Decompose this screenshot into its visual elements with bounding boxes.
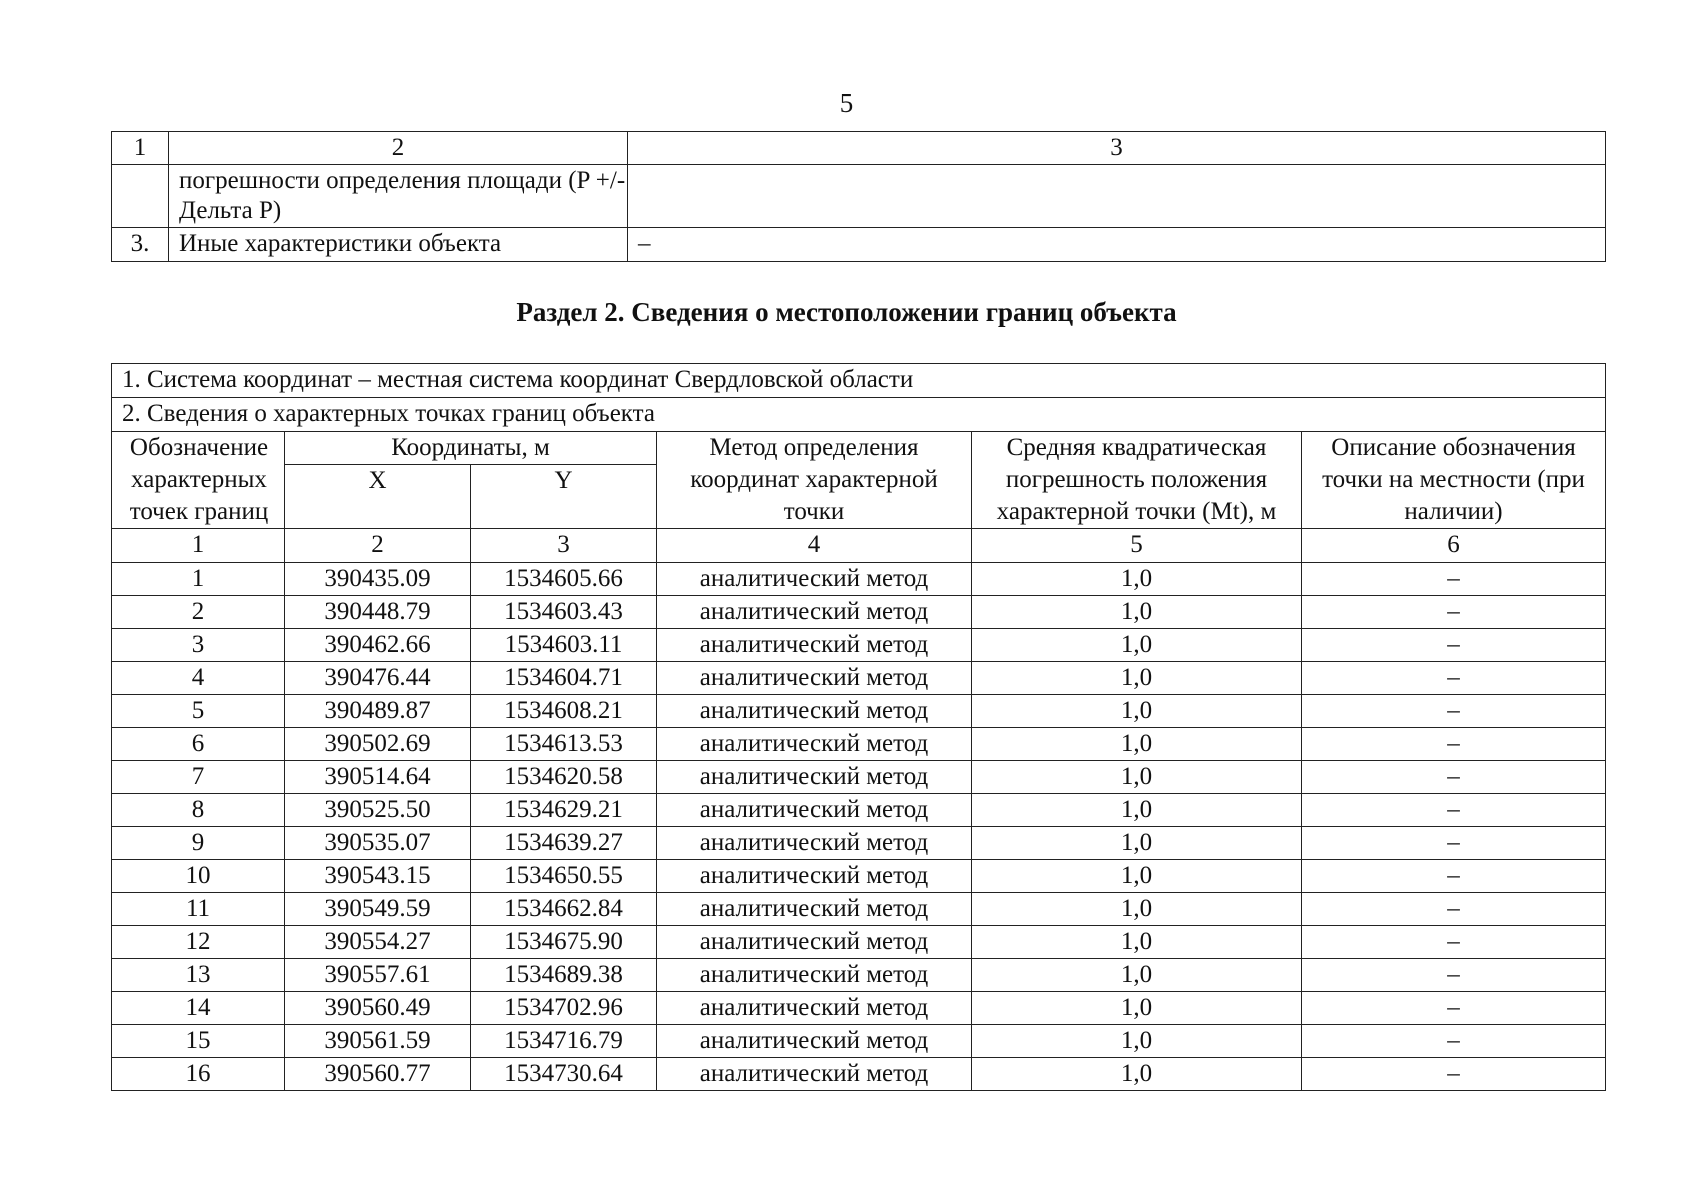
header-cell: 1 xyxy=(112,132,169,165)
point-number-cell: 4 xyxy=(112,662,285,695)
error-header: Средняя квадратическая погрешность положения характерной точки (Mt), м xyxy=(972,432,1302,529)
description-cell: – xyxy=(1302,695,1606,728)
column-number: 2 xyxy=(285,529,471,563)
table-row xyxy=(112,827,1606,860)
description-cell: – xyxy=(1302,893,1606,926)
table-row xyxy=(112,1058,1606,1091)
error-cell: 1,0 xyxy=(972,563,1302,596)
method-cell: аналитический метод xyxy=(657,794,972,827)
x-coordinate-cell: 390476.44 xyxy=(285,662,471,695)
coordinate-system-row xyxy=(112,364,1606,398)
points-body xyxy=(112,563,1606,1091)
error-cell: 1,0 xyxy=(972,695,1302,728)
x-header: X xyxy=(285,465,471,529)
point-number-cell: 13 xyxy=(112,959,285,992)
point-number-cell: 8 xyxy=(112,794,285,827)
x-coordinate-cell: 390560.77 xyxy=(285,1058,471,1091)
row-value xyxy=(628,165,1606,228)
error-cell: 1,0 xyxy=(972,728,1302,761)
y-coordinate-cell: 1534662.84 xyxy=(471,893,657,926)
method-cell: аналитический метод xyxy=(657,1025,972,1058)
method-cell: аналитический метод xyxy=(657,827,972,860)
y-coordinate-cell: 1534620.58 xyxy=(471,761,657,794)
table-row xyxy=(112,728,1606,761)
description-cell: – xyxy=(1302,794,1606,827)
method-cell: аналитический метод xyxy=(657,992,972,1025)
description-cell: – xyxy=(1302,761,1606,794)
x-coordinate-cell: 390535.07 xyxy=(285,827,471,860)
column-number: 4 xyxy=(657,529,972,563)
table-row xyxy=(112,893,1606,926)
description-cell: – xyxy=(1302,662,1606,695)
row-value: – xyxy=(628,228,1606,262)
designation-header: Обозначение характерных точек границ xyxy=(112,432,285,529)
method-cell: аналитический метод xyxy=(657,695,972,728)
table-row xyxy=(112,959,1606,992)
description-cell: – xyxy=(1302,860,1606,893)
error-cell: 1,0 xyxy=(972,1058,1302,1091)
description-cell: – xyxy=(1302,959,1606,992)
column-number: 1 xyxy=(112,529,285,563)
error-cell: 1,0 xyxy=(972,926,1302,959)
x-coordinate-cell: 390489.87 xyxy=(285,695,471,728)
method-cell: аналитический метод xyxy=(657,893,972,926)
point-number-cell: 3 xyxy=(112,629,285,662)
y-coordinate-cell: 1534650.55 xyxy=(471,860,657,893)
table-row xyxy=(112,165,1606,228)
method-header: Метод определения координат характерной точки xyxy=(657,432,972,529)
points-info-row xyxy=(112,398,1606,432)
column-number: 5 xyxy=(972,529,1302,563)
x-coordinate-cell: 390549.59 xyxy=(285,893,471,926)
point-number-cell: 11 xyxy=(112,893,285,926)
characteristics-table xyxy=(111,131,1606,262)
x-coordinate-cell: 390502.69 xyxy=(285,728,471,761)
method-cell: аналитический метод xyxy=(657,926,972,959)
point-number-cell: 7 xyxy=(112,761,285,794)
description-cell: – xyxy=(1302,1025,1606,1058)
y-header: Y xyxy=(471,465,657,529)
description-cell: – xyxy=(1302,1058,1606,1091)
error-cell: 1,0 xyxy=(972,629,1302,662)
x-coordinate-cell: 390435.09 xyxy=(285,563,471,596)
x-coordinate-cell: 390448.79 xyxy=(285,596,471,629)
point-number-cell: 2 xyxy=(112,596,285,629)
y-coordinate-cell: 1534730.64 xyxy=(471,1058,657,1091)
coordinate-system-text: 1. Система координат – местная система координат Свердловской области xyxy=(112,364,1606,398)
error-cell: 1,0 xyxy=(972,1025,1302,1058)
method-cell: аналитический метод xyxy=(657,563,972,596)
y-coordinate-cell: 1534613.53 xyxy=(471,728,657,761)
points-info-text: 2. Сведения о характерных точках границ объекта xyxy=(112,398,1606,432)
header-cell: 3 xyxy=(628,132,1606,165)
error-cell: 1,0 xyxy=(972,794,1302,827)
x-coordinate-cell: 390462.66 xyxy=(285,629,471,662)
column-number: 6 xyxy=(1302,529,1606,563)
page-number: 5 xyxy=(839,88,854,118)
method-cell: аналитический метод xyxy=(657,1058,972,1091)
table-row xyxy=(112,629,1606,662)
point-number-cell: 9 xyxy=(112,827,285,860)
y-coordinate-cell: 1534605.66 xyxy=(471,563,657,596)
method-cell: аналитический метод xyxy=(657,596,972,629)
table-row xyxy=(112,662,1606,695)
x-coordinate-cell: 390560.49 xyxy=(285,992,471,1025)
error-cell: 1,0 xyxy=(972,761,1302,794)
method-cell: аналитический метод xyxy=(657,728,972,761)
y-coordinate-cell: 1534608.21 xyxy=(471,695,657,728)
x-coordinate-cell: 390557.61 xyxy=(285,959,471,992)
table-row xyxy=(112,794,1606,827)
point-number-cell: 5 xyxy=(112,695,285,728)
table-header-row xyxy=(112,132,1606,165)
table-row xyxy=(112,992,1606,1025)
description-cell: – xyxy=(1302,563,1606,596)
row-name: Иные характеристики объекта xyxy=(169,228,628,262)
y-coordinate-cell: 1534675.90 xyxy=(471,926,657,959)
table-row xyxy=(112,926,1606,959)
description-header: Описание обозначения точки на местности (при наличии) xyxy=(1302,432,1606,529)
y-coordinate-cell: 1534604.71 xyxy=(471,662,657,695)
table-row xyxy=(112,1025,1606,1058)
point-number-cell: 14 xyxy=(112,992,285,1025)
table-row xyxy=(112,860,1606,893)
y-coordinate-cell: 1534716.79 xyxy=(471,1025,657,1058)
error-cell: 1,0 xyxy=(972,827,1302,860)
x-coordinate-cell: 390561.59 xyxy=(285,1025,471,1058)
error-cell: 1,0 xyxy=(972,860,1302,893)
error-cell: 1,0 xyxy=(972,959,1302,992)
y-coordinate-cell: 1534689.38 xyxy=(471,959,657,992)
header-row-top xyxy=(112,432,1606,465)
column-numbers-row xyxy=(112,529,1606,563)
method-cell: аналитический метод xyxy=(657,959,972,992)
point-number-cell: 15 xyxy=(112,1025,285,1058)
description-cell: – xyxy=(1302,926,1606,959)
method-cell: аналитический метод xyxy=(657,629,972,662)
error-cell: 1,0 xyxy=(972,893,1302,926)
description-cell: – xyxy=(1302,992,1606,1025)
y-coordinate-cell: 1534603.11 xyxy=(471,629,657,662)
method-cell: аналитический метод xyxy=(657,662,972,695)
column-number: 3 xyxy=(471,529,657,563)
row-number xyxy=(112,165,169,228)
point-number-cell: 10 xyxy=(112,860,285,893)
y-coordinate-cell: 1534629.21 xyxy=(471,794,657,827)
point-number-cell: 6 xyxy=(112,728,285,761)
section-title: Раздел 2. Сведения о местоположении границ объекта xyxy=(516,297,1177,327)
table-row xyxy=(112,695,1606,728)
table-row xyxy=(112,596,1606,629)
description-cell: – xyxy=(1302,596,1606,629)
description-cell: – xyxy=(1302,629,1606,662)
coordinates-header: Координаты, м xyxy=(285,432,657,465)
method-cell: аналитический метод xyxy=(657,860,972,893)
error-cell: 1,0 xyxy=(972,992,1302,1025)
point-number-cell: 12 xyxy=(112,926,285,959)
description-cell: – xyxy=(1302,827,1606,860)
x-coordinate-cell: 390554.27 xyxy=(285,926,471,959)
y-coordinate-cell: 1534639.27 xyxy=(471,827,657,860)
table-row xyxy=(112,563,1606,596)
x-coordinate-cell: 390543.15 xyxy=(285,860,471,893)
header-cell: 2 xyxy=(169,132,628,165)
table-row xyxy=(112,761,1606,794)
x-coordinate-cell: 390514.64 xyxy=(285,761,471,794)
row-name: погрешности определения площади (P +/- Дельта P) xyxy=(169,165,628,228)
error-cell: 1,0 xyxy=(972,662,1302,695)
error-cell: 1,0 xyxy=(972,596,1302,629)
table-row xyxy=(112,228,1606,262)
method-cell: аналитический метод xyxy=(657,761,972,794)
x-coordinate-cell: 390525.50 xyxy=(285,794,471,827)
point-number-cell: 1 xyxy=(112,563,285,596)
description-cell: – xyxy=(1302,728,1606,761)
y-coordinate-cell: 1534603.43 xyxy=(471,596,657,629)
boundary-points-table xyxy=(111,363,1606,1091)
point-number-cell: 16 xyxy=(112,1058,285,1091)
y-coordinate-cell: 1534702.96 xyxy=(471,992,657,1025)
row-number: 3. xyxy=(112,228,169,262)
